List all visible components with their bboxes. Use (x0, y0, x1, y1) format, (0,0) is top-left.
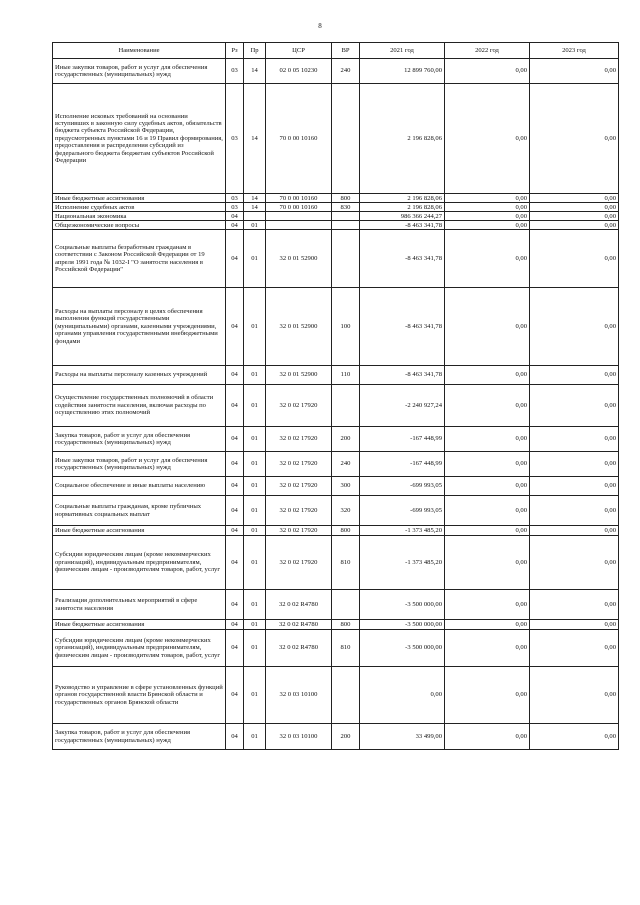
cell-csr: 32 0 02 R4780 (266, 620, 332, 630)
cell-y2021: -8 463 341,78 (360, 221, 445, 230)
cell-y2023: 0,00 (530, 496, 619, 526)
cell-y2021: -8 463 341,78 (360, 366, 445, 385)
cell-y2022: 0,00 (445, 452, 530, 477)
cell-pr: 01 (244, 496, 266, 526)
cell-pr: 14 (244, 84, 266, 194)
cell-rz: 04 (226, 366, 244, 385)
cell-name: Расходы на выплаты персоналу в целях обеспечения выполнения функций государственными (муниципальными) органами, казенными учреждениями, органами управления государственными внебюджетными фондами (53, 288, 226, 366)
cell-name: Закупка товаров, работ и услуг для обеспечения государственных (муниципальных) нужд (53, 427, 226, 452)
header-csr: ЦСР (266, 43, 332, 59)
table-row (53, 221, 619, 230)
cell-y2022: 0,00 (445, 194, 530, 203)
cell-csr: 32 0 03 10100 (266, 724, 332, 750)
cell-name: Иные бюджетные ассигнования (53, 620, 226, 630)
cell-y2023: 0,00 (530, 288, 619, 366)
cell-vr (332, 212, 360, 221)
cell-name: Исполнение исковых требований на основании вступивших в законную силу судебных актов, обязательств бюджета субъекта Российской Федерации, предусмотренных пунктами 16 и 19 Правил формирования, предоставления и распределения субсидий из федерального бюджета бюджетам субъектов Российской Федерации (53, 84, 226, 194)
cell-y2022: 0,00 (445, 212, 530, 221)
cell-y2023: 0,00 (530, 366, 619, 385)
cell-rz: 04 (226, 230, 244, 288)
cell-rz: 04 (226, 477, 244, 496)
cell-y2023: 0,00 (530, 477, 619, 496)
cell-rz: 03 (226, 194, 244, 203)
cell-name: Закупка товаров, работ и услуг для обеспечения государственных (муниципальных) нужд (53, 724, 226, 750)
cell-vr: 810 (332, 630, 360, 667)
cell-name: Субсидии юридическим лицам (кроме некоммерческих организаций), индивидуальным предпринимателям, физическим лицам - производителям товаров, работ, услуг (53, 536, 226, 590)
cell-rz: 03 (226, 203, 244, 212)
cell-vr: 200 (332, 724, 360, 750)
cell-y2021: -167 448,99 (360, 452, 445, 477)
table-row (53, 620, 619, 630)
table-header-row (53, 43, 619, 59)
cell-rz: 04 (226, 590, 244, 620)
cell-rz: 04 (226, 620, 244, 630)
table-row (53, 385, 619, 427)
cell-y2023: 0,00 (530, 194, 619, 203)
cell-y2021: -699 993,05 (360, 477, 445, 496)
cell-rz: 04 (226, 496, 244, 526)
cell-csr (266, 221, 332, 230)
cell-y2021: -3 500 000,00 (360, 620, 445, 630)
cell-y2022: 0,00 (445, 630, 530, 667)
cell-y2022: 0,00 (445, 496, 530, 526)
cell-csr: 32 0 02 17920 (266, 496, 332, 526)
page-number: 8 (318, 22, 322, 30)
cell-csr: 70 0 00 10160 (266, 194, 332, 203)
cell-vr (332, 221, 360, 230)
cell-name: Иные бюджетные ассигнования (53, 194, 226, 203)
cell-name: Осуществление государственных полномочий в области содействия занятости населения, включая расходы по осуществлению этих полномочий (53, 385, 226, 427)
cell-csr: 32 0 03 10100 (266, 667, 332, 724)
cell-pr: 01 (244, 427, 266, 452)
table-row (53, 288, 619, 366)
cell-y2021: 2 196 828,06 (360, 194, 445, 203)
table-row (53, 477, 619, 496)
header-pr: Пр (244, 43, 266, 59)
cell-name: Иные бюджетные ассигнования (53, 526, 226, 536)
cell-name: Расходы на выплаты персоналу казенных учреждений (53, 366, 226, 385)
cell-vr: 240 (332, 452, 360, 477)
cell-y2023: 0,00 (530, 630, 619, 667)
cell-pr: 01 (244, 620, 266, 630)
cell-pr: 01 (244, 526, 266, 536)
cell-pr: 01 (244, 452, 266, 477)
cell-name: Иные закупки товаров, работ и услуг для обеспечения государственных (муниципальных) нужд (53, 452, 226, 477)
cell-vr: 800 (332, 526, 360, 536)
table-row (53, 667, 619, 724)
cell-rz: 04 (226, 526, 244, 536)
cell-y2021: -2 240 927,24 (360, 385, 445, 427)
cell-name: Национальная экономика (53, 212, 226, 221)
header-rz: Рз (226, 43, 244, 59)
cell-name: Социальные выплаты безработным гражданам в соответствии с Законом Российской Федерации от 19 апреля 1991 года № 1032-I "О занятости населения в Российской Федерации" (53, 230, 226, 288)
cell-y2022: 0,00 (445, 385, 530, 427)
cell-rz: 04 (226, 221, 244, 230)
cell-y2022: 0,00 (445, 288, 530, 366)
cell-y2021: 2 196 828,06 (360, 84, 445, 194)
table-row (53, 366, 619, 385)
cell-y2021: -3 500 000,00 (360, 630, 445, 667)
cell-rz: 04 (226, 212, 244, 221)
cell-csr: 70 0 00 10160 (266, 203, 332, 212)
cell-vr (332, 667, 360, 724)
cell-rz: 04 (226, 667, 244, 724)
cell-y2021: -1 373 485,20 (360, 536, 445, 590)
cell-y2021: 33 499,00 (360, 724, 445, 750)
cell-pr: 01 (244, 288, 266, 366)
cell-rz: 03 (226, 84, 244, 194)
cell-name: Социальные выплаты гражданам, кроме публичных нормативных социальных выплат (53, 496, 226, 526)
table-row (53, 230, 619, 288)
cell-y2022: 0,00 (445, 230, 530, 288)
cell-y2021: 12 899 760,00 (360, 59, 445, 84)
cell-y2022: 0,00 (445, 366, 530, 385)
cell-csr: 70 0 00 10160 (266, 84, 332, 194)
header-2022: 2022 год (445, 43, 530, 59)
cell-rz: 04 (226, 630, 244, 667)
cell-y2021: -3 500 000,00 (360, 590, 445, 620)
cell-name: Общеэкономические вопросы (53, 221, 226, 230)
cell-y2023: 0,00 (530, 427, 619, 452)
cell-pr: 01 (244, 724, 266, 750)
cell-y2022: 0,00 (445, 667, 530, 724)
cell-y2023: 0,00 (530, 212, 619, 221)
cell-name: Реализация дополнительных мероприятий в сфере занятости населения (53, 590, 226, 620)
cell-y2023: 0,00 (530, 84, 619, 194)
cell-y2023: 0,00 (530, 724, 619, 750)
cell-name: Социальное обеспечение и иные выплаты населению (53, 477, 226, 496)
table-row (53, 194, 619, 203)
cell-y2021: -1 373 485,20 (360, 526, 445, 536)
cell-vr (332, 590, 360, 620)
table-row (53, 212, 619, 221)
cell-name: Руководство и управление в сфере установленных функций органов государственной власти Брянской области и государственных органов Брянской области (53, 667, 226, 724)
cell-y2021: -699 993,05 (360, 496, 445, 526)
cell-y2023: 0,00 (530, 203, 619, 212)
cell-y2021: -8 463 341,78 (360, 230, 445, 288)
table-row (53, 590, 619, 620)
cell-csr: 02 0 05 10230 (266, 59, 332, 84)
table-row (53, 724, 619, 750)
cell-y2023: 0,00 (530, 620, 619, 630)
cell-pr: 01 (244, 630, 266, 667)
cell-y2021: -8 463 341,78 (360, 288, 445, 366)
cell-y2022: 0,00 (445, 203, 530, 212)
cell-pr: 14 (244, 203, 266, 212)
cell-pr: 01 (244, 477, 266, 496)
cell-csr: 32 0 02 R4780 (266, 630, 332, 667)
cell-vr: 810 (332, 536, 360, 590)
header-name: Наименование (53, 43, 226, 59)
cell-pr: 01 (244, 366, 266, 385)
cell-y2022: 0,00 (445, 84, 530, 194)
cell-y2021: -167 448,99 (360, 427, 445, 452)
cell-y2022: 0,00 (445, 620, 530, 630)
cell-y2023: 0,00 (530, 590, 619, 620)
cell-vr (332, 230, 360, 288)
cell-pr (244, 212, 266, 221)
cell-vr: 320 (332, 496, 360, 526)
cell-name: Субсидии юридическим лицам (кроме некоммерческих организаций), индивидуальным предпринимателям, физическим лицам - производителям товаров, работ, услуг (53, 630, 226, 667)
cell-y2023: 0,00 (530, 526, 619, 536)
cell-rz: 04 (226, 288, 244, 366)
cell-y2023: 0,00 (530, 221, 619, 230)
table-row (53, 630, 619, 667)
cell-csr: 32 0 01 52900 (266, 288, 332, 366)
cell-y2022: 0,00 (445, 724, 530, 750)
table-row (53, 536, 619, 590)
cell-rz: 04 (226, 452, 244, 477)
cell-y2021: 0,00 (360, 667, 445, 724)
cell-y2023: 0,00 (530, 230, 619, 288)
cell-y2021: 986 366 244,27 (360, 212, 445, 221)
cell-vr: 110 (332, 366, 360, 385)
cell-y2022: 0,00 (445, 536, 530, 590)
cell-y2023: 0,00 (530, 452, 619, 477)
cell-vr: 800 (332, 620, 360, 630)
cell-csr: 32 0 02 17920 (266, 536, 332, 590)
cell-rz: 04 (226, 724, 244, 750)
cell-csr: 32 0 02 17920 (266, 477, 332, 496)
cell-pr: 01 (244, 385, 266, 427)
cell-y2022: 0,00 (445, 590, 530, 620)
cell-rz: 04 (226, 536, 244, 590)
cell-pr: 01 (244, 230, 266, 288)
cell-name: Иные закупки товаров, работ и услуг для обеспечения государственных (муниципальных) нужд (53, 59, 226, 84)
cell-vr: 830 (332, 203, 360, 212)
cell-csr (266, 212, 332, 221)
cell-csr: 32 0 02 17920 (266, 427, 332, 452)
cell-vr (332, 385, 360, 427)
cell-y2022: 0,00 (445, 221, 530, 230)
table-row (53, 84, 619, 194)
cell-vr (332, 84, 360, 194)
cell-vr: 200 (332, 427, 360, 452)
cell-y2021: 2 196 828,06 (360, 203, 445, 212)
cell-pr: 01 (244, 667, 266, 724)
cell-pr: 01 (244, 590, 266, 620)
cell-vr: 300 (332, 477, 360, 496)
table-row (53, 496, 619, 526)
cell-csr: 32 0 01 52900 (266, 366, 332, 385)
cell-csr: 32 0 02 17920 (266, 452, 332, 477)
cell-y2023: 0,00 (530, 536, 619, 590)
cell-vr: 240 (332, 59, 360, 84)
header-vr: ВР (332, 43, 360, 59)
table-row (53, 427, 619, 452)
cell-y2022: 0,00 (445, 477, 530, 496)
cell-csr: 32 0 02 17920 (266, 526, 332, 536)
cell-rz: 04 (226, 385, 244, 427)
cell-vr: 800 (332, 194, 360, 203)
cell-rz: 03 (226, 59, 244, 84)
budget-table (52, 42, 619, 750)
cell-pr: 14 (244, 194, 266, 203)
cell-y2023: 0,00 (530, 667, 619, 724)
cell-csr: 32 0 02 17920 (266, 385, 332, 427)
cell-y2022: 0,00 (445, 59, 530, 84)
cell-pr: 01 (244, 221, 266, 230)
cell-csr: 32 0 02 R4780 (266, 590, 332, 620)
cell-vr: 100 (332, 288, 360, 366)
table-row (53, 526, 619, 536)
header-2021: 2021 год (360, 43, 445, 59)
table-row (53, 203, 619, 212)
cell-rz: 04 (226, 427, 244, 452)
cell-y2023: 0,00 (530, 385, 619, 427)
cell-pr: 01 (244, 536, 266, 590)
cell-y2022: 0,00 (445, 526, 530, 536)
table-row (53, 452, 619, 477)
header-2023: 2023 год (530, 43, 619, 59)
cell-csr: 32 0 01 52900 (266, 230, 332, 288)
cell-y2022: 0,00 (445, 427, 530, 452)
cell-pr: 14 (244, 59, 266, 84)
cell-y2023: 0,00 (530, 59, 619, 84)
table-row (53, 59, 619, 84)
cell-name: Исполнение судебных актов (53, 203, 226, 212)
